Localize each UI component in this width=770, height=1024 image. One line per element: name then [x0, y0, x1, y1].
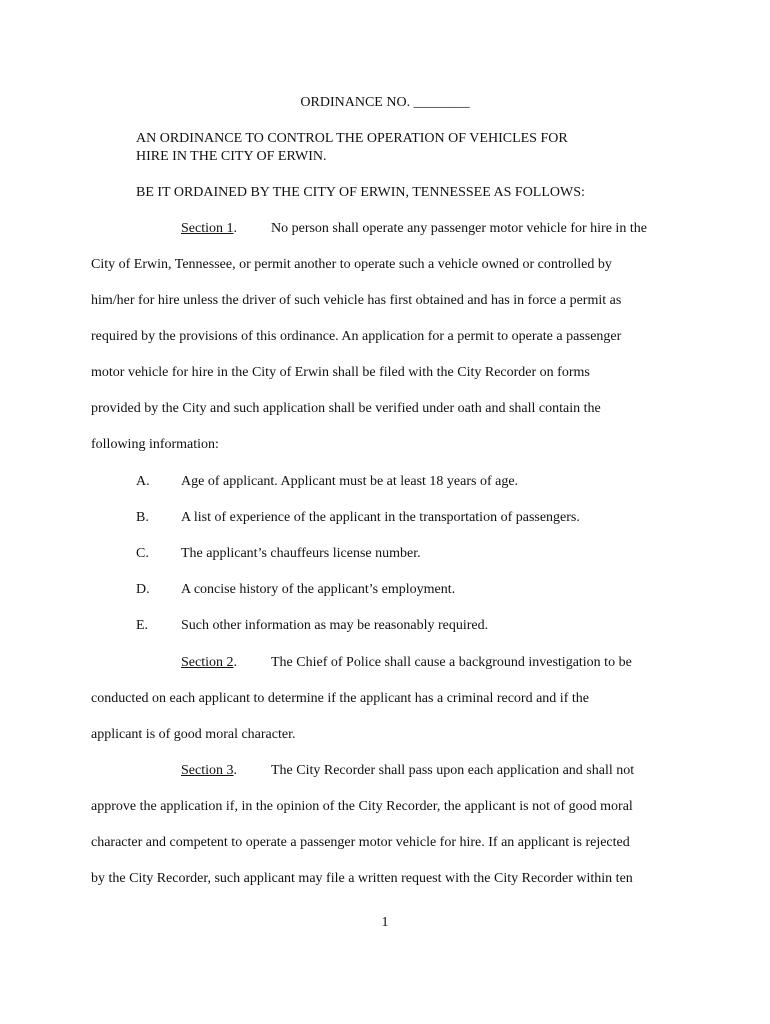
ordinance-title: ORDINANCE NO. ________: [300, 95, 470, 110]
section-3-label-wrap: Section 3.: [181, 763, 237, 778]
section-1-line: provided by the City and such application shall be verified under oath and shall contain the: [91, 401, 601, 416]
section-3-first-line: [0, 763, 770, 779]
list-item-letter: A.: [136, 474, 150, 489]
section-2-line: applicant is of good moral character.: [91, 727, 296, 742]
section-3-line: by the City Recorder, such applicant may file a written request with the City Recorder within ten: [91, 871, 633, 886]
list-item-letter: C.: [136, 546, 149, 561]
section-3-label: Section 3: [181, 763, 234, 778]
list-item-text: A concise history of the applicant’s employment.: [181, 582, 456, 597]
list-item-letter: B.: [136, 510, 149, 525]
section-2-text: The Chief of Police shall cause a background investigation to be: [271, 655, 632, 670]
section-2-label: Section 2: [181, 655, 234, 670]
section-1-label-wrap: Section 1.: [181, 221, 237, 236]
list-item-a: [0, 474, 770, 490]
section-2-line: conducted on each applicant to determine if the applicant has a criminal record and if the: [91, 691, 589, 706]
list-item-e: [0, 618, 770, 634]
section-3-line: character and competent to operate a passenger motor vehicle for hire. If an applicant is rejected: [91, 835, 630, 850]
list-item-c: [0, 546, 770, 562]
section-1-line: following information:: [91, 437, 219, 452]
ordained-clause: BE IT ORDAINED BY THE CITY OF ERWIN, TENNESSEE AS FOLLOWS:: [136, 185, 585, 200]
section-1-line: motor vehicle for hire in the City of Erwin shall be filed with the City Recorder on forms: [91, 365, 590, 380]
list-item-text: Such other information as may be reasonably required.: [181, 618, 489, 633]
section-2-first-line: [0, 655, 770, 671]
section-1-line: him/her for hire unless the driver of such vehicle has first obtained and has in force a permit as: [91, 293, 622, 308]
list-item-letter: E.: [136, 618, 149, 633]
list-item-b: [0, 510, 770, 526]
list-item-letter: D.: [136, 582, 150, 597]
section-1-text: No person shall operate any passenger motor vehicle for hire in the: [271, 221, 647, 236]
heading-line-1: AN ORDINANCE TO CONTROL THE OPERATION OF VEHICLES FOR: [136, 131, 568, 146]
section-3-text: The City Recorder shall pass upon each application and shall not: [271, 763, 635, 778]
list-item-text: The applicant’s chauffeurs license number.: [181, 546, 421, 561]
list-item-text: Age of applicant. Applicant must be at least 18 years of age.: [181, 474, 519, 489]
heading-line-2: HIRE IN THE CITY OF ERWIN.: [136, 149, 327, 164]
list-item-d: [0, 582, 770, 598]
section-1-first-line: [0, 221, 770, 237]
section-2-label-wrap: Section 2.: [181, 655, 237, 670]
section-3-line: approve the application if, in the opinion of the City Recorder, the applicant is not of good moral: [91, 799, 633, 814]
section-1-line: required by the provisions of this ordinance. An application for a permit to operate a passenger: [91, 329, 622, 344]
section-1-label: Section 1: [181, 221, 234, 236]
list-item-text: A list of experience of the applicant in the transportation of passengers.: [181, 510, 580, 525]
section-1-line: City of Erwin, Tennessee, or permit another to operate such a vehicle owned or controlled by: [91, 257, 612, 272]
page-number: 1: [381, 915, 389, 930]
